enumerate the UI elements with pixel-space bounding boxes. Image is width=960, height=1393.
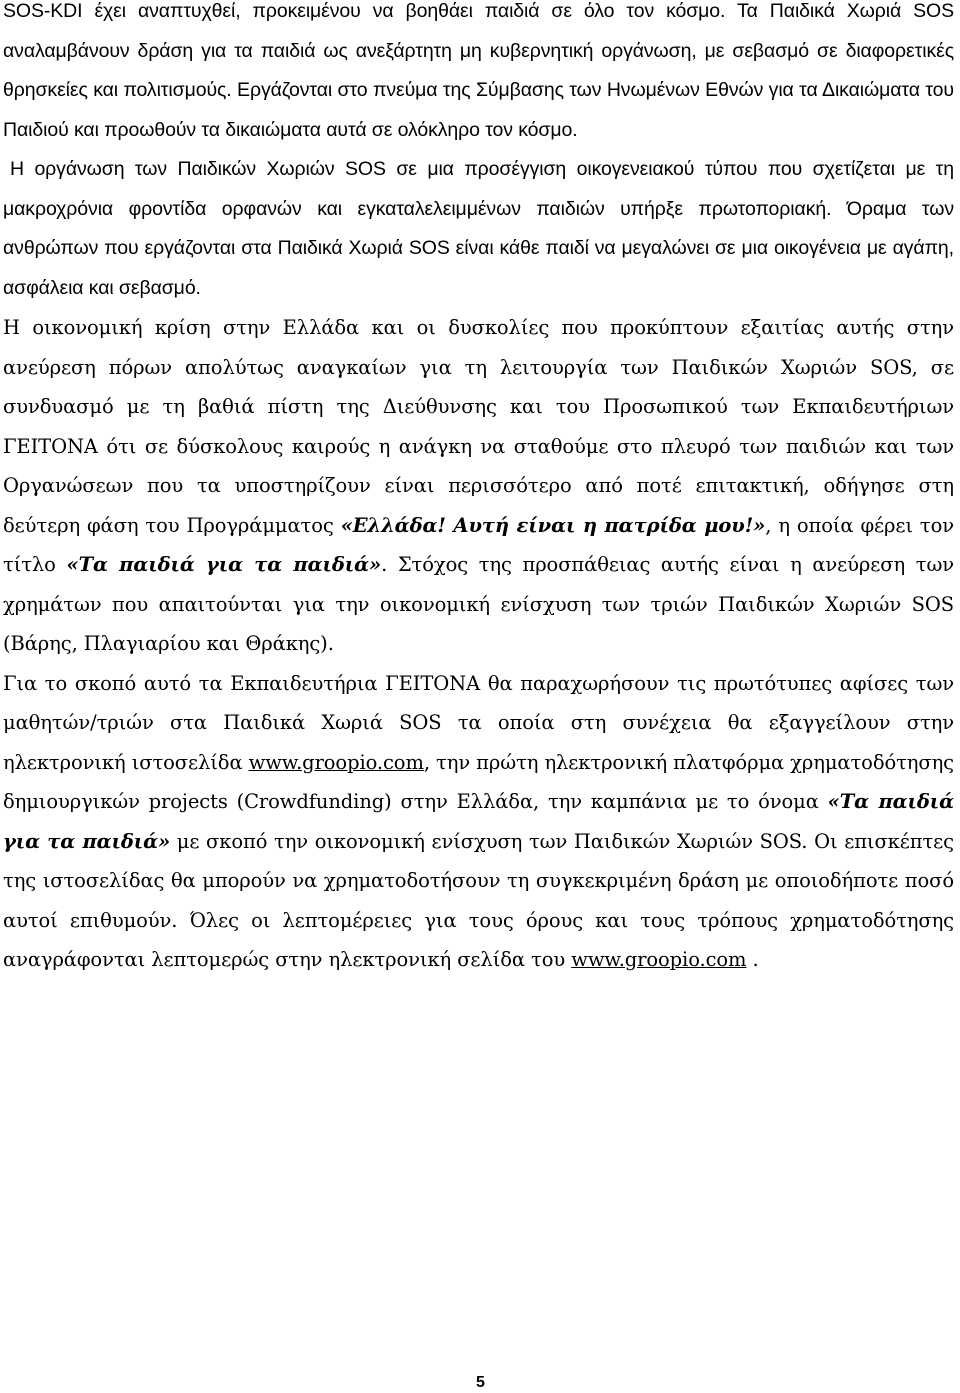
paragraph-text: Η οργάνωση των Παιδικών Χωριών SOS σε μια προσέγγιση οικογενειακού τύπου που σχετίζεται με τη μακροχρόνια φροντίδα ορφανών και εγκαταλελειμμένων παιδιών υπήρξε πρωτοποριακή. Όραμα των ανθρώπων που εργάζονται στα Παιδικά Χωριά SOS είναι κάθε παιδί να μεγαλώνει σε μια οικογένεια με αγάπη, ασφάλεια και σεβασμό. [3, 158, 954, 299]
paragraph-sos-vision [3, 150, 954, 308]
paragraph-crowdfunding [3, 664, 954, 980]
paragraph-text: με σκοπό την οικονομική ενίσχυση των Παιδικών Χωριών SOS. Οι επισκέπτες της ιστοσελίδας θα μπορούν να χρηματοδοτήσουν τη συγκεκριμένη δράση με οποιοδήποτε ποσό αυτοί επιθυμούν. Όλες οι λεπτομέρειες για τους όρους και τους τρόπους χρηματοδότησης αναγράφονται λεπτομερώς στην ηλεκτρονική σελίδα του [3, 829, 954, 971]
paragraph-text: SOS-KDI έχει αναπτυχθεί, προκειμένου να βοηθάει παιδιά σε όλο τον κόσμο. Τα Παιδικά Χωριά SOS αναλαμβάνουν δράση για τα παιδιά ως ανεξάρτητη μη κυβερνητική οργάνωση, με σεβασμό σε διαφορετικές θρησκείες και πολιτισμούς. Εργάζονται στο πνεύμα της Σύμβασης των Ηνωμένων Εθνών για τα Δικαιώματα του Παιδιού και προωθούν τα δικαιώματα αυτά σε ολόκληρο τον κόσμο. [3, 0, 954, 141]
paragraph-text: . Στόχος της προσπάθειας αυτής είναι η ανεύρεση των χρημάτων που απαιτούνται για την οικονομική ενίσχυση των τριών Παιδικών Χωριών SOS (Βάρης, Πλαγιαρίου και Θράκης). [3, 553, 955, 655]
paragraph-text: , την πρώτη ηλεκτρονική πλατφόρμα χρηματοδότησης δημιουργικών projects (Crowdfunding) στην Ελλάδα, την καμπάνια με το όνομα [3, 750, 954, 813]
groopio-link[interactable]: www.groopio.com [571, 948, 747, 971]
paragraph-text: Για το σκοπό αυτό τα Εκπαιδευτήρια ΓΕΙΤΟΝΑ θα παραχωρήσουν τις πρωτότυπες αφίσες των μαθητών/τριών στα Παιδικά Χωριά SOS τα οποία στη συνέχεια θα εξαγγείλουν στην ηλεκτρονική ιστοσελίδα [3, 671, 954, 774]
page-number: 5 [476, 1374, 485, 1391]
paragraph-text: Η οικονομική κρίση στην Ελλάδα και οι δυσκολίες που προκύπτουν εξαιτίας αυτής στην ανεύρεση πόρων απολύτως αναγκαίων για τη λειτουργία των Παιδικών Χωριών SOS, σε συνδυασμό με τη βαθιά πίστη της Διεύθυνσης και του Προσωπικού των Εκπαιδευτήριων ΓΕΙΤΟΝΑ ότι σε δύσκολους καιρούς η ανάγκη να σταθούμε στο πλευρό των παιδιών και των Οργανώσεων που τα υποστηρίζουν είναι περισσότερο από ποτέ επιτακτική, οδήγησε στη δεύτερη φάση του Προγράμματος [3, 316, 954, 537]
campaign-title: «Τα παιδιά για τα παιδιά» [3, 790, 955, 853]
program-title: «Ελλάδα! Αυτή είναι η πατρίδα μου!» [340, 513, 766, 537]
document-page [3, 0, 954, 980]
paragraph-text: , η οποία φέρει τον τίτλο [3, 513, 954, 576]
paragraph-sos-mission [3, 0, 954, 150]
paragraph-text: . [746, 948, 759, 971]
paragraph-economic-crisis [3, 308, 954, 664]
groopio-link[interactable]: www.groopio.com [248, 750, 424, 774]
campaign-title: «Τα παιδιά για τα παιδιά» [66, 553, 382, 576]
